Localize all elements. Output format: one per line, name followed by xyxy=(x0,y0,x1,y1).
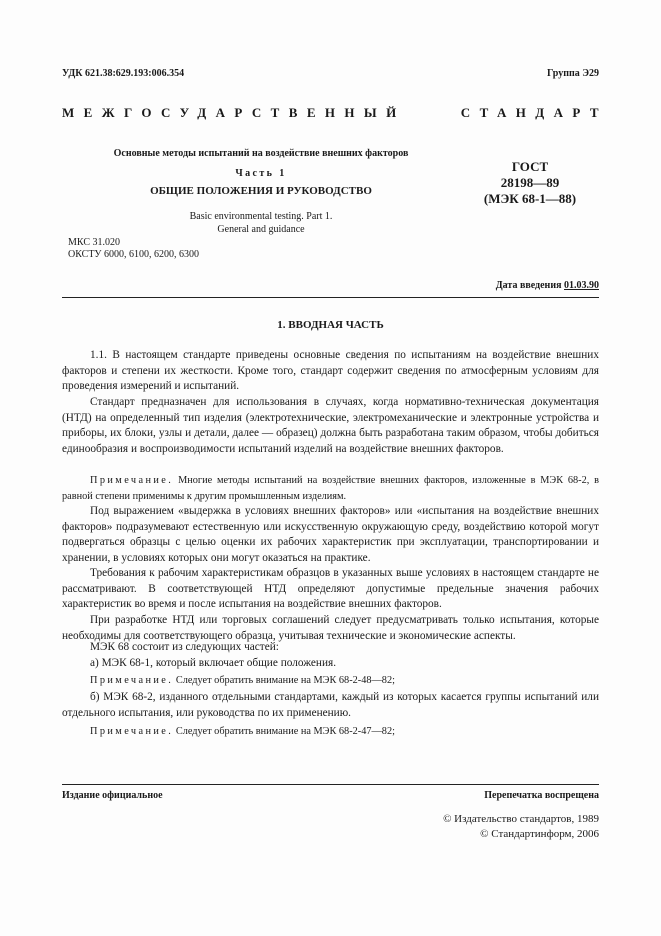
section-title: 1. ВВОДНАЯ ЧАСТЬ xyxy=(277,319,384,331)
list-item-a: а) МЭК 68-1, который включает общие положения. xyxy=(90,657,337,669)
title-main: ОБЩИЕ ПОЛОЖЕНИЯ И РУКОВОДСТВО xyxy=(150,185,372,197)
footer-divider xyxy=(62,784,599,785)
note-3 xyxy=(62,724,599,740)
mks-code: МКС 31.020 xyxy=(68,237,120,248)
note-2-label: Примечание. xyxy=(90,675,174,686)
note-2 xyxy=(62,673,599,689)
reprint-prohibited: Перепечатка воспрещена xyxy=(484,790,599,801)
paragraph-exposure: Под выражением «выдержка в условиях внешних факторов» или «испытания на воздействие внешних факторов» подразумевают естественную или искусственную окружающую среду, воздействию которой могут подвергаться образцы с целью оценки их рабочих характеристик при эксплуатации, транспортировании и хранении, в условиях которых они могут оказаться на практике. xyxy=(62,505,599,564)
gost-number: 28198—89 xyxy=(500,175,560,190)
paragraph-purpose: Стандарт предназначен для использования в случаях, когда нормативно-техническая документация (НТД) на определенный тип изделия (электротехнические, электромеханические и электронные устройства и приборы, их блоки, узлы и детали, далее — образец) должна быть разработана таким образом, чтобы добиться единообразия и воспроизводимости испытаний изделий на воздействие внешних факторов. xyxy=(62,396,599,455)
intro-date xyxy=(496,280,599,291)
note-2-text: Следует обратить внимание на МЭК 68-2-48—82; xyxy=(175,675,395,686)
paragraph-ntd: При разработке НТД или торговых соглашений следует предусматривать только испытания, которые необходимы для соответствующего образца, учитывая технические и экономические аспекты. xyxy=(62,614,599,642)
title-part: Часть 1 xyxy=(235,168,287,179)
note-1 xyxy=(62,473,599,504)
paragraph-1-1: 1.1. В настоящем стандарте приведены основные сведения по испытаниям на воздействие внешних факторов и степени их жесткости. Кроме того, стандарт содержит сведения по атмосферным условиям для проведения измерений и испытаний. xyxy=(62,349,599,393)
note-3-label: Примечание. xyxy=(90,726,174,737)
note-3-text: Следует обратить внимание на МЭК 68-2-47—82; xyxy=(175,726,395,737)
english-title-2: General and guidance xyxy=(217,224,305,235)
english-title-1: Basic environmental testing. Part 1. xyxy=(189,211,333,222)
banner-interstate: МЕЖГОСУДАРСТВЕННЫЙ xyxy=(62,105,406,120)
note-1-text: Многие методы испытаний на воздействие внешних факторов, изложенные в МЭК 68-2, в равной степени применимы к другим промышленным изделиям. xyxy=(62,475,600,502)
paragraph-requirements: Требования к рабочим характеристикам образцов в указанных выше условиях в настоящем стандарте не рассматривают. В соответствующей НТД определяют допустимые предельные значения рабочих характеристик во время и после испытания на воздействие внешних факторов. xyxy=(62,567,599,611)
gost-label: ГОСТ xyxy=(511,159,549,174)
paragraph-parts: МЭК 68 состоит из следующих частей: xyxy=(90,641,279,653)
group-code: Группа Э29 xyxy=(547,68,599,79)
intro-date-label: Дата введения xyxy=(495,280,562,291)
banner-standard: СТАНДАРТ xyxy=(460,105,608,120)
gost-iec-number: (МЭК 68-1—88) xyxy=(483,191,577,206)
list-item-b: б) МЭК 68-2, изданного отдельными стандартами, каждый из которых касается группы испытаний или отдельного испытания, или руководства по их применению. xyxy=(62,691,599,719)
okstu-code: ОКСТУ 6000, 6100, 6200, 6300 xyxy=(68,249,200,260)
copyright-2: © Стандартинформ, 2006 xyxy=(480,828,599,840)
intro-date-value: 01.03.90 xyxy=(564,280,599,291)
header-divider xyxy=(62,297,599,298)
title-line-1: Основные методы испытаний на воздействие внешних факторов xyxy=(113,148,409,159)
note-1-label: Примечание. xyxy=(90,475,174,486)
copyright-1: © Издательство стандартов, 1989 xyxy=(443,813,599,825)
udk-code: УДК 621.38:629.193:006.354 xyxy=(62,68,185,79)
official-edition: Издание официальное xyxy=(62,790,163,801)
